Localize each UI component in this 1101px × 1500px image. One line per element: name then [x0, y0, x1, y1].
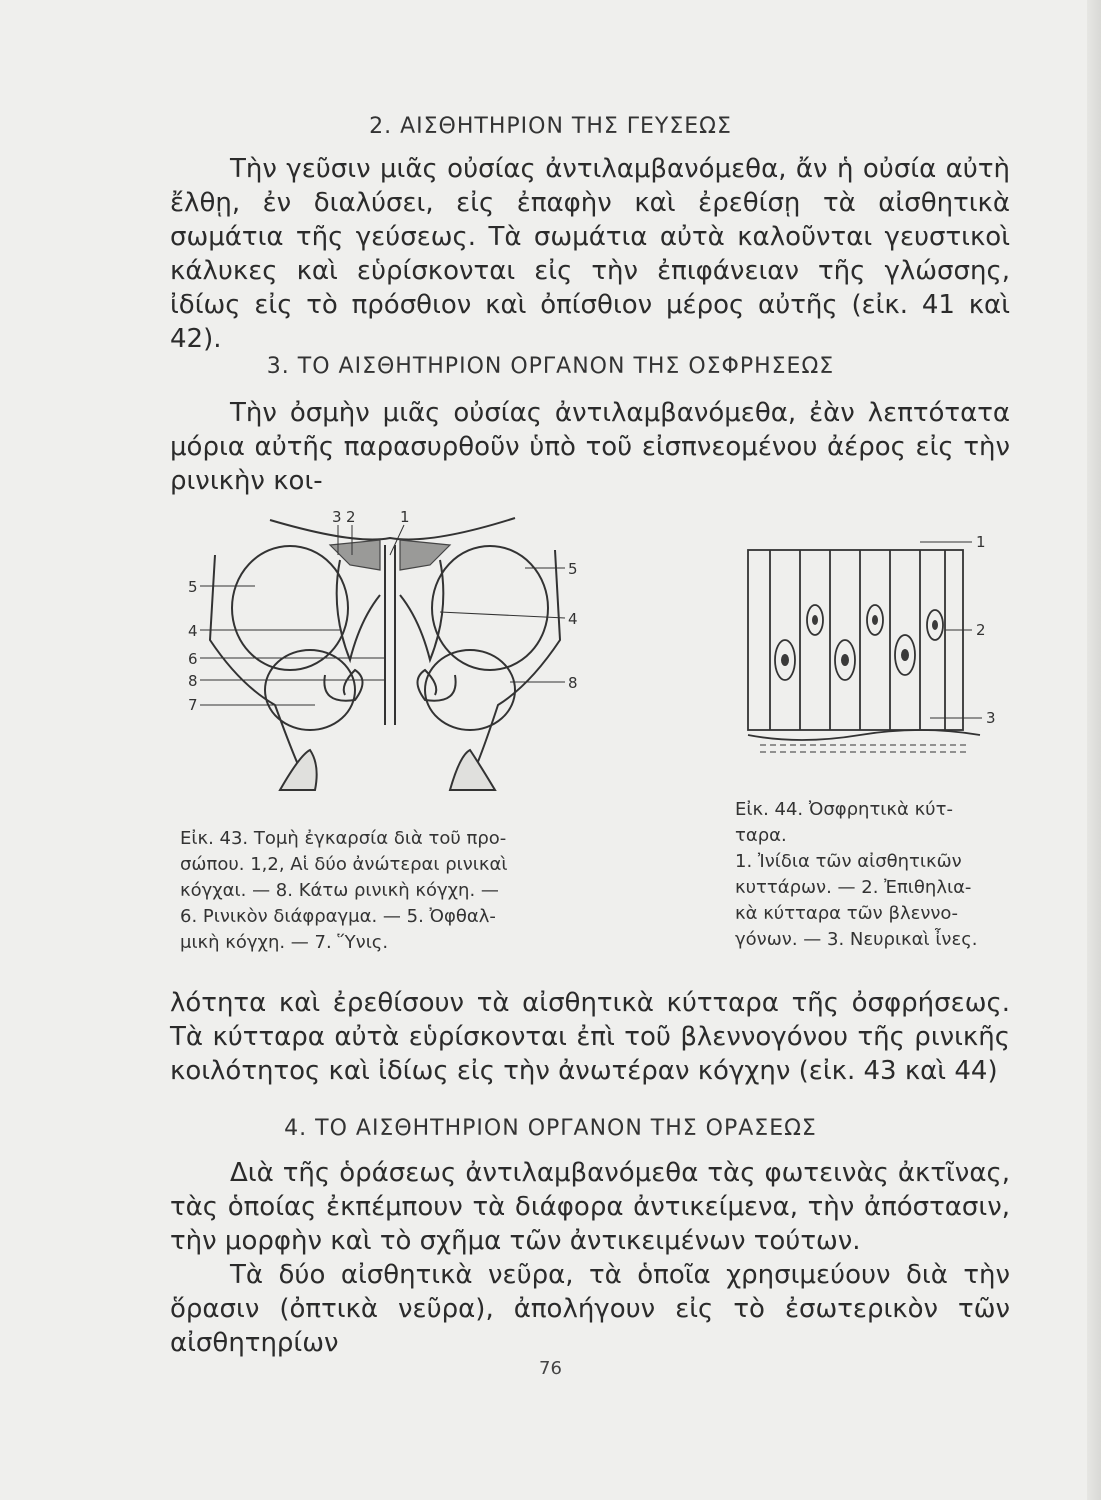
fig44-label-1: 1	[976, 533, 986, 551]
fig43-label-4-left: 4	[188, 622, 198, 640]
figure-43-caption: Εἰκ. 43. Τομὴ ἐγκαρσία διὰ τοῦ προ- σώπου. 1,2, Αἱ δύο ἀνώτεραι ρινικαὶ κόγχαι. — 8. Κάτω ρινικὴ κόγχη. — 6. Ρινικὸν διάφραγμα. — 5. Ὀφθαλ- μικὴ κόγχη. — 7. Ὕνις.	[180, 828, 508, 953]
page-edge	[1087, 0, 1101, 1500]
paragraph-vision-1: Διὰ τῆς ὁράσεως ἀντιλαμβανόμεθα τὰς φωτεινὰς ἀκτῖνας, τὰς ὁποίας ἐκπέμπουν τὰ διάφορα ἀντικείμενα, τὴν ἀπόστασιν, τὴν μορφὴν καὶ τὸ σχῆμα τῶν ἀντικειμένων τούτων.	[170, 1158, 1010, 1256]
heading-vision: 4. ΤΟ ΑΙΣΘΗΤΗΡΙΟΝ ΟΡΓΑΝΟΝ ΤΗΣ ΟΡΑΣΕΩΣ	[284, 1116, 817, 1141]
fig43-label-6: 6	[188, 650, 198, 668]
fig43-label-1: 1	[400, 508, 410, 526]
page-number: 76	[539, 1358, 562, 1379]
fig43-label-3: 3	[332, 508, 342, 526]
fig43-label-5-left: 5	[188, 578, 198, 596]
figure-43-nasal-section	[180, 500, 600, 810]
paragraph-taste: Τὴν γεῦσιν μιᾶς οὐσίας ἀντιλαμβανόμεθα, ἄν ἡ οὐσία αὐτὴ ἔλθῃ, ἐν διαλύσει, εἰς ἐπαφὴν καὶ ἐρεθίσῃ τὰ αἰσθητικὰ σωμάτια τῆς γεύσεως. Τὰ σωμάτια αὐτὰ καλοῦνται γευστικοὶ κάλυκες καὶ εὑρίσκονται εἰς τὴν ἐπιφάνειαν τῆς γλώσσης, ἰδίως εἰς τὸ πρόσθιον καὶ ὀπίσθιον μέρος αὐτῆς (εἰκ. 41 καὶ 42).	[170, 154, 1010, 354]
heading-smell: 3. ΤΟ ΑΙΣΘΗΤΗΡΙΟΝ ΟΡΓΑΝΟΝ ΤΗΣ ΟΣΦΡΗΣΕΩΣ	[266, 354, 835, 379]
fig43-label-4-right: 4	[568, 610, 578, 628]
fig43-label-7: 7	[188, 696, 198, 714]
paragraph-smell-1: Τὴν ὀσμὴν μιᾶς οὐσίας ἀντιλαμβανόμεθα, ἐὰν λεπτότατα μόρια αὐτῆς παρασυρθοῦν ὑπὸ τοῦ εἰσπνεομένου ἀέρος εἰς τὴν ρινικὴν κοι-	[170, 398, 1010, 496]
fig43-label-2: 2	[346, 508, 356, 526]
figure-44-caption: Εἰκ. 44. Ὀσφρητικὰ κύτ- ταρα. 1. Ἰνίδια τῶν αἰσθητικῶν κυττάρων. — 2. Ἐπιθηλια- κὰ κύτταρα τῶν βλεννο- γόνων. — 3. Νευρικαὶ ἶνες.	[735, 799, 978, 950]
heading-taste: 2. ΑΙΣΘΗΤΗΡΙΟΝ ΤΗΣ ΓΕΥΣΕΩΣ	[369, 114, 732, 139]
fig44-label-2: 2	[976, 621, 986, 639]
paragraph-vision-2: Τὰ δύο αἰσθητικὰ νεῦρα, τὰ ὁποῖα χρησιμεύουν διὰ τὴν ὅρασιν (ὀπτικὰ νεῦρα), ἀπολήγουν εἰς τὸ ἐσωτερικὸν τῶν αἰσθητηρίων	[170, 1260, 1010, 1358]
fig43-label-5-right: 5	[568, 560, 578, 578]
fig43-label-8-right: 8	[568, 674, 578, 692]
fig44-label-3: 3	[986, 709, 996, 727]
figure-44-olfactory-cells	[740, 530, 1010, 760]
paragraph-smell-2: λότητα καὶ ἐρεθίσουν τὰ αἰσθητικὰ κύτταρα τῆς ὀσφρήσεως. Τὰ κύτταρα αὐτὰ εὑρίσκονται ἐπὶ τοῦ βλεννογόνου τῆς ρινικῆς κοιλότητος καὶ ἰδίως εἰς τὴν ἀνωτέραν κόγχην (εἰκ. 43 καὶ 44)	[170, 988, 1010, 1086]
fig43-label-8-left: 8	[188, 672, 198, 690]
